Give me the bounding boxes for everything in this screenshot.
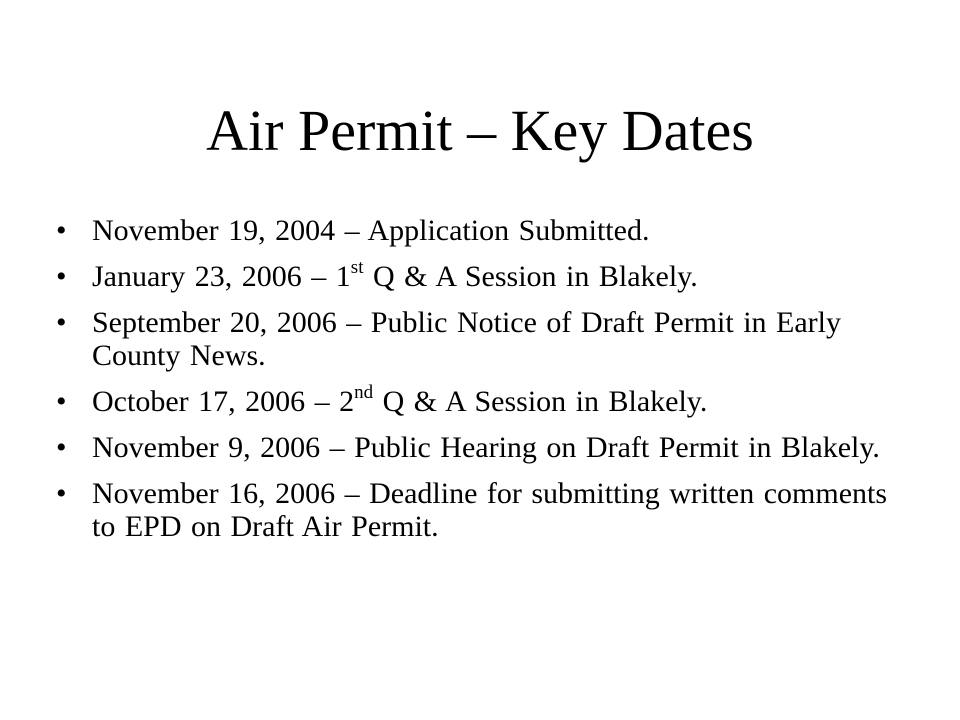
bullet-text xyxy=(92,431,880,464)
ordinal-suffix: st xyxy=(350,257,364,278)
bullet-text xyxy=(92,477,887,543)
bullet-icon: • xyxy=(56,214,67,247)
bullet-list xyxy=(56,214,916,556)
bullet-item xyxy=(56,214,916,247)
bullet-text-segment: September 20, 2006 – Public Notice of Draft Permit in Early County News. xyxy=(92,306,842,372)
bullet-item xyxy=(56,257,916,293)
bullet-text-segment: Q & A Session in Blakely. xyxy=(363,260,698,293)
slide-title: Air Permit – Key Dates xyxy=(206,98,754,163)
bullet-item xyxy=(56,306,916,372)
bullet-text xyxy=(92,257,698,293)
bullet-text-segment: October 17, 2006 – 2 xyxy=(92,385,355,418)
bullet-text xyxy=(92,214,649,247)
bullet-text-segment: November 16, 2006 – Deadline for submitting written comments to EPD on Draft Air Permit. xyxy=(92,477,888,543)
bullet-text-segment: November 19, 2004 – Application Submitted. xyxy=(92,214,650,247)
bullet-icon: • xyxy=(56,477,67,510)
bullet-text-segment: Q & A Session in Blakely. xyxy=(373,385,708,418)
ordinal-suffix: nd xyxy=(354,382,374,403)
bullet-icon: • xyxy=(56,260,67,293)
bullet-item xyxy=(56,477,916,543)
bullet-icon: • xyxy=(56,306,67,339)
bullet-item xyxy=(56,431,916,464)
bullet-text-segment: November 9, 2006 – Public Hearing on Draft Permit in Blakely. xyxy=(92,431,880,464)
bullet-item xyxy=(56,382,916,418)
bullet-icon: • xyxy=(56,431,67,464)
bullet-text-segment: January 23, 2006 – 1 xyxy=(92,260,351,293)
bullet-icon: • xyxy=(56,385,67,418)
bullet-text xyxy=(92,382,708,418)
bullet-text xyxy=(92,306,841,372)
